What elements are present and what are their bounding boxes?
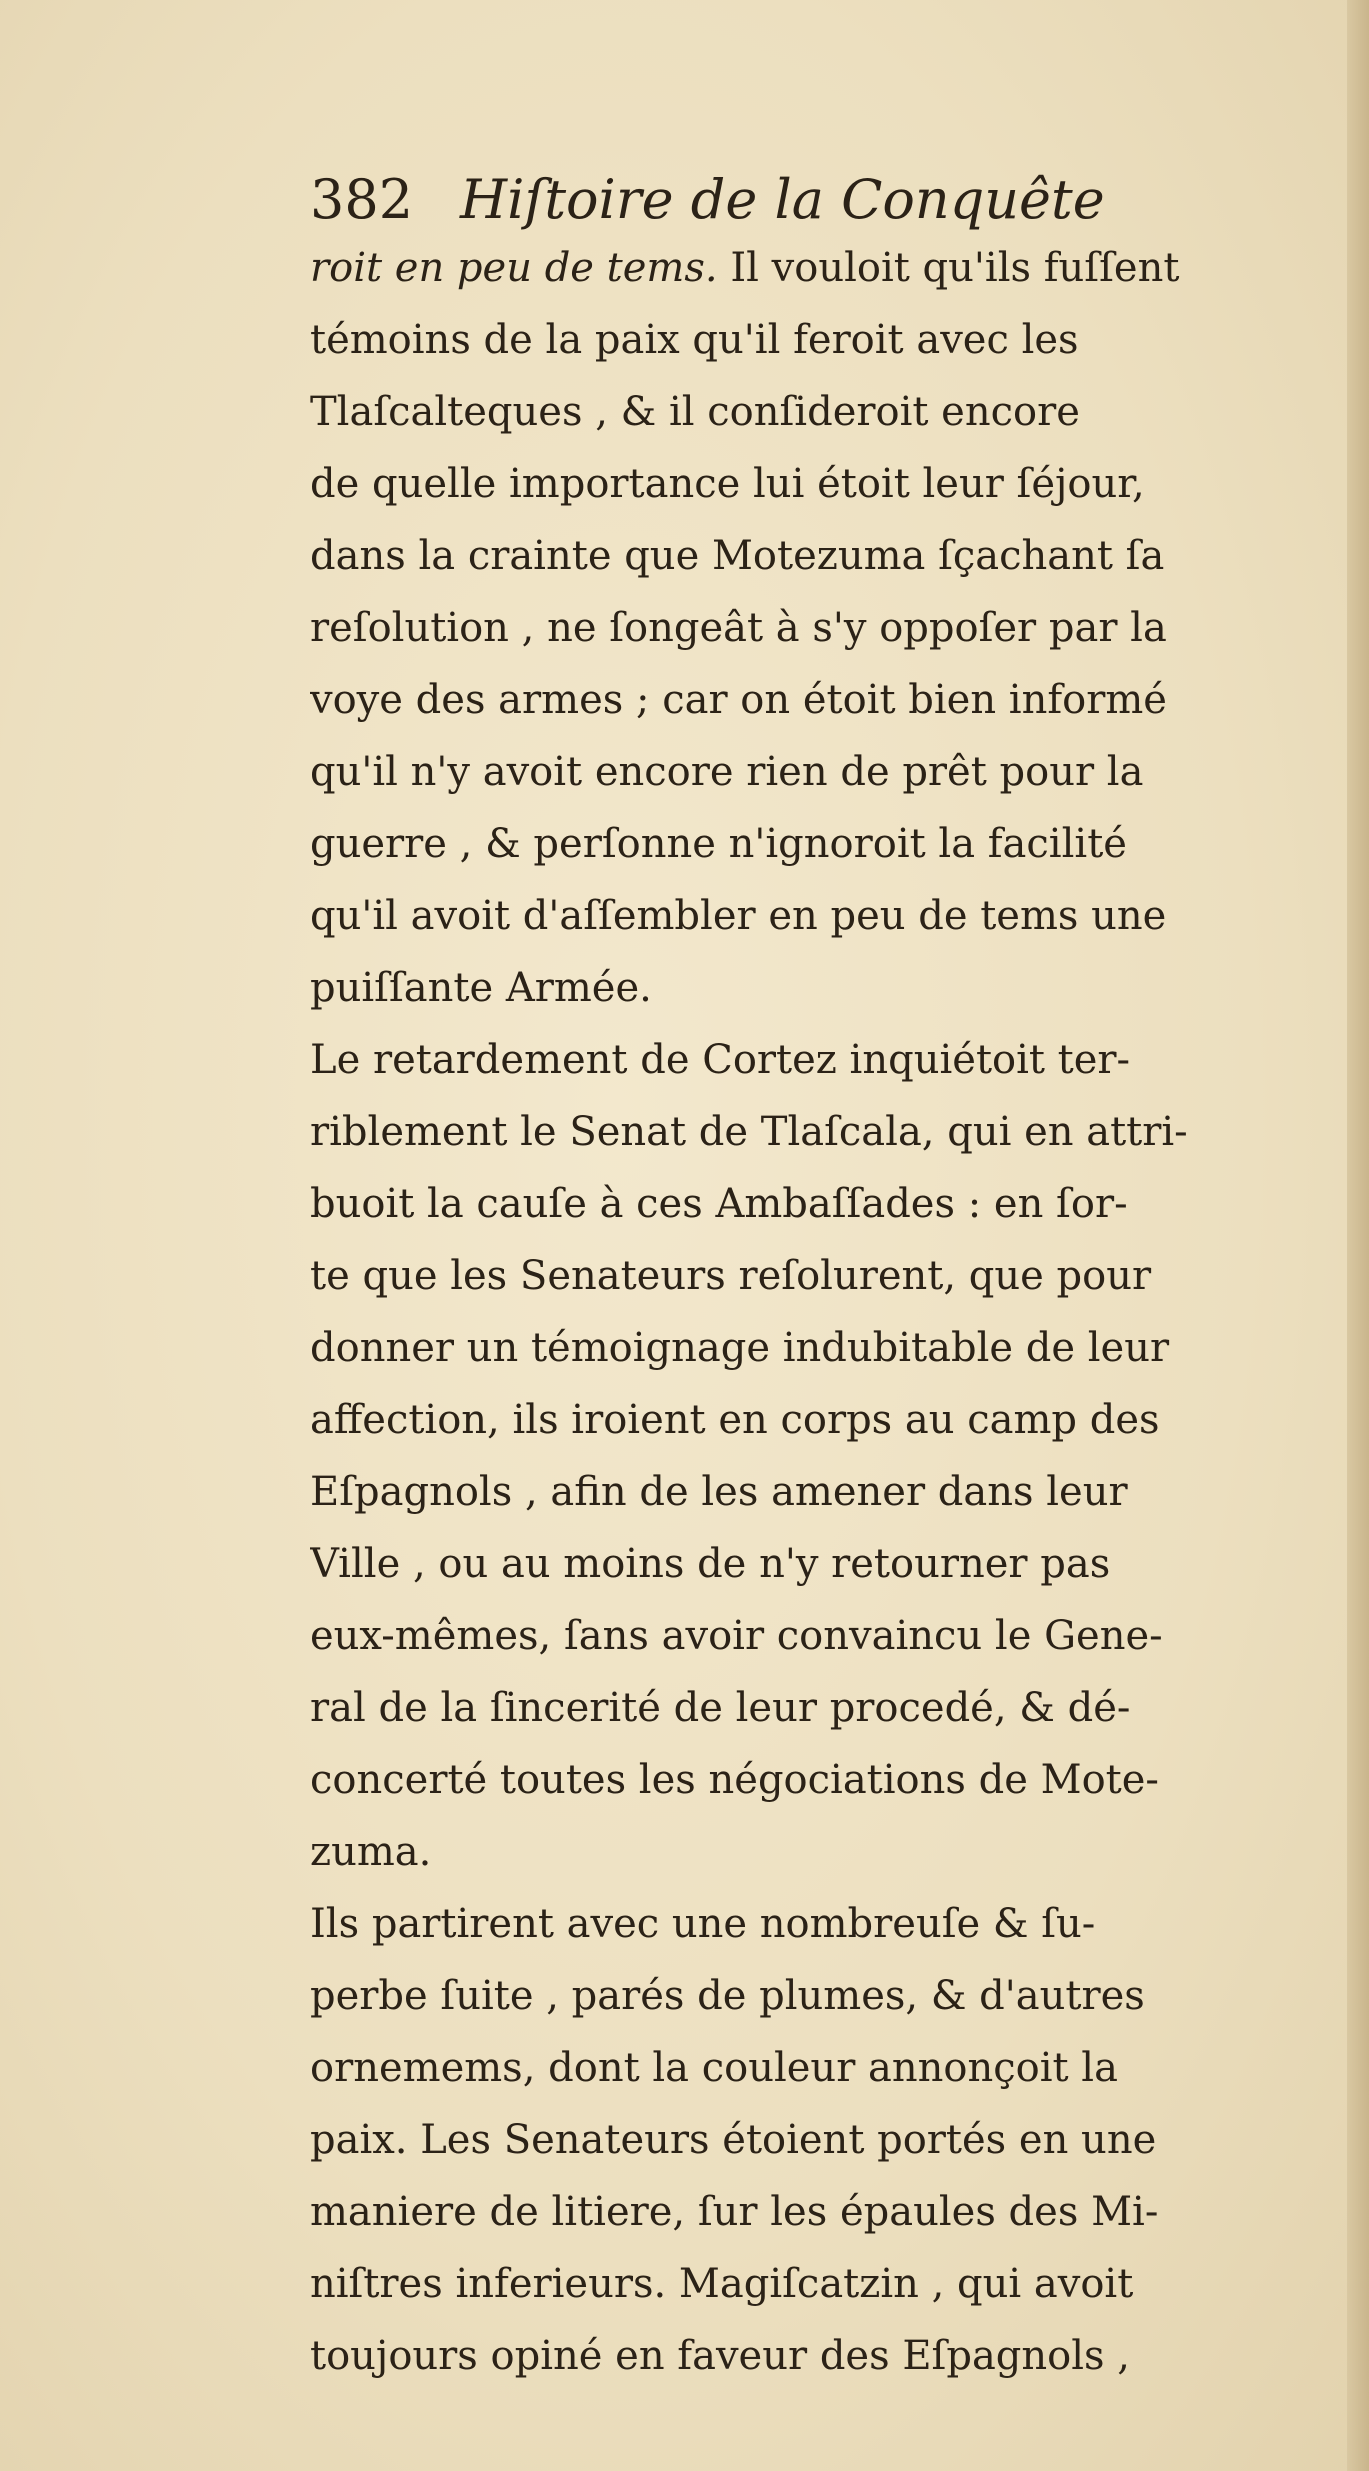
line-text: Ville , ou au moins de n'y retourner pas (310, 1541, 1111, 1587)
text-line (310, 736, 1340, 808)
page-header (310, 160, 1310, 240)
line-text: ral de la ſincerité de leur procedé, & dé- (310, 1685, 1131, 1731)
line-text: reſolution , ne ſongeât à s'y oppoſer par la (310, 605, 1167, 651)
page-number: 382 (310, 168, 414, 231)
running-title: Hiſtoire de la Conquête (460, 168, 1105, 231)
line-text: toujours opiné en faveur des Eſpagnols , (310, 2333, 1130, 2379)
text-line (310, 2176, 1340, 2248)
line-text: perbe ſuite , parés de plumes, & d'autres (310, 1973, 1145, 2019)
line-text: qu'il avoit d'aſſembler en peu de tems une (310, 893, 1167, 939)
line-text: Il vouloit qu'ils fuſſent (717, 245, 1180, 291)
text-line (310, 1240, 1340, 1312)
line-text: guerre , & perſonne n'ignoroit la facilité (310, 821, 1127, 867)
text-line (310, 592, 1340, 664)
text-line (310, 304, 1340, 376)
line-text: buoit la cauſe à ces Ambaſſades : en ſor- (310, 1181, 1128, 1227)
line-text: donner un témoignage indubitable de leur (310, 1325, 1170, 1371)
line-text: qu'il n'y avoit encore rien de prêt pour la (310, 749, 1144, 795)
text-line (310, 808, 1340, 880)
line-text: affection, ils iroient en corps au camp des (310, 1397, 1160, 1443)
text-line (310, 1888, 1340, 1960)
text-line (310, 2104, 1340, 2176)
line-text: Ils partirent avec une nombreuſe & ſu- (310, 1901, 1096, 1947)
text-line (310, 1672, 1340, 1744)
line-text: Tlaſcalteques , & il conſideroit encore (310, 389, 1080, 435)
text-line (310, 1816, 1340, 1888)
text-line (310, 232, 1340, 304)
text-line (310, 1168, 1340, 1240)
body-text (310, 232, 1340, 2392)
text-line (310, 1600, 1340, 1672)
line-text: dans la crainte que Motezuma ſçachant ſa (310, 533, 1165, 579)
line-text: témoins de la paix qu'il feroit avec les (310, 317, 1079, 363)
text-line (310, 376, 1340, 448)
text-line (310, 1456, 1340, 1528)
text-line (310, 2320, 1340, 2392)
text-line (310, 1096, 1340, 1168)
line-text: riblement le Senat de Tlaſcala, qui en attri- (310, 1109, 1188, 1155)
line-text: zuma. (310, 1829, 432, 1875)
line-text: Le retardement de Cortez inquiétoit ter- (310, 1037, 1131, 1083)
text-line (310, 2032, 1340, 2104)
line-text: Eſpagnols , afin de les amener dans leur (310, 1469, 1128, 1515)
line-text: puiſſante Armée. (310, 965, 652, 1011)
line-text: eux-mêmes, ſans avoir convaincu le Gene- (310, 1613, 1163, 1659)
line-text: concerté toutes les négociations de Mote- (310, 1757, 1159, 1803)
line-text: maniere de litiere, ſur les épaules des Mi- (310, 2189, 1159, 2235)
line-italic-lead: roit en peu de tems. (310, 245, 718, 291)
text-line (310, 2248, 1340, 2320)
text-line (310, 1024, 1340, 1096)
text-line (310, 1312, 1340, 1384)
line-text: ornemems, dont la couleur annonçoit la (310, 2045, 1118, 2091)
text-line (310, 448, 1340, 520)
line-text: te que les Senateurs reſolurent, que pour (310, 1253, 1152, 1299)
page-edge-shadow (1347, 0, 1369, 2471)
text-line (310, 1960, 1340, 2032)
text-line (310, 952, 1340, 1024)
text-line (310, 1744, 1340, 1816)
text-line (310, 1528, 1340, 1600)
text-line (310, 520, 1340, 592)
text-line (310, 664, 1340, 736)
line-text: voye des armes ; car on étoit bien informé (310, 677, 1167, 723)
text-line (310, 880, 1340, 952)
line-text: paix. Les Senateurs étoient portés en une (310, 2117, 1157, 2163)
text-line (310, 1384, 1340, 1456)
line-text: niſtres inferieurs. Magiſcatzin , qui avoit (310, 2261, 1134, 2307)
line-text: de quelle importance lui étoit leur ſéjour, (310, 461, 1145, 507)
